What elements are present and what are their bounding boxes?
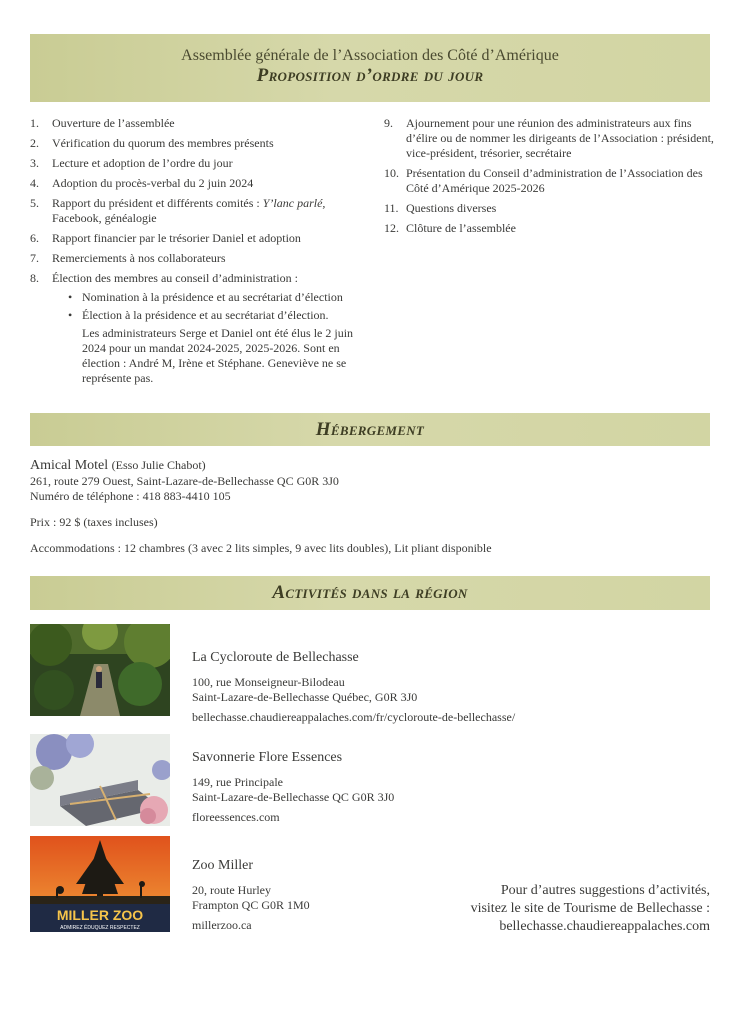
agenda-number: 11. — [384, 201, 399, 215]
motel-note: (Esso Julie Chabot) — [111, 458, 206, 472]
election-note: Les administrateurs Serge et Daniel ont été élus le 2 juin 2024 pour un mandat 2024-2025, 2025-2026. Sont en élection : André M, Irène et Stéphane. Geneviève ne se représente pas. — [82, 326, 354, 385]
savonnerie-photo — [30, 734, 170, 826]
activity-savonnerie — [30, 734, 710, 828]
agenda-text: Présentation du Conseil d’administration de l’Association des Côté d’Amérique 2025-2026 — [406, 166, 703, 195]
agenda-item — [30, 271, 360, 386]
agenda-number: 10. — [384, 166, 399, 180]
election-subitems — [52, 290, 360, 323]
agenda-text: Ouverture de l’assemblée — [52, 116, 175, 130]
election-subitem — [68, 308, 360, 323]
organization-title: Assemblée générale de l’Association des Côté d’Amérique — [181, 47, 559, 64]
election-subitem — [68, 290, 360, 305]
activity-name: Zoo Miller — [192, 858, 254, 873]
agenda-item — [384, 166, 714, 196]
motel-accommodations: Accommodations : 12 chambres (3 avec 2 lits simples, 9 avec lits doubles), Lit pliant disponible — [30, 541, 492, 555]
activity-address1: 20, route Hurley — [192, 883, 271, 897]
bullet-icon: • — [68, 308, 73, 322]
agenda-item — [384, 221, 714, 236]
miller-zoo-logo — [30, 836, 170, 932]
agenda-number: 3. — [30, 156, 39, 170]
motel-price: Prix : 92 $ (taxes incluses) — [30, 515, 158, 529]
more-line2: visitez le site de Tourisme de Bellechasse : — [470, 901, 710, 916]
agenda-text: Vérification du quorum des membres présents — [52, 136, 274, 150]
agenda-item — [30, 196, 360, 226]
agenda-text: Facebook, généalogie — [52, 211, 157, 225]
agenda-italic-text: Y’lanc parlé, — [262, 196, 326, 210]
agenda-item — [30, 156, 360, 171]
agenda-text: Lecture et adoption de l’ordre du jour — [52, 156, 233, 170]
activity-info — [192, 650, 515, 725]
activity-website[interactable]: millerzoo.ca — [192, 918, 252, 932]
activities-banner — [30, 576, 710, 610]
agenda-item — [30, 231, 360, 246]
agenda-item — [30, 176, 360, 191]
motel-name: Amical Motel — [30, 458, 109, 473]
activity-address2: Saint-Lazare-de-Bellechasse QC G0R 3J0 — [192, 790, 395, 804]
activity-name: La Cycloroute de Bellechasse — [192, 650, 359, 665]
more-suggestions — [471, 882, 710, 936]
activity-address2: Saint-Lazare-de-Bellechasse Québec, G0R 3J0 — [192, 690, 418, 704]
agenda-number: 5. — [30, 196, 39, 210]
zoo-logo-tagline: ADMIREZ ÉDUQUEZ RESPECTEZ — [60, 925, 140, 931]
agenda-number: 1. — [30, 116, 39, 130]
activity-name: Savonnerie Flore Essences — [192, 750, 343, 765]
agenda-number: 12. — [384, 221, 399, 235]
agenda-text: Questions diverses — [406, 201, 497, 215]
tourism-website[interactable]: bellechasse.chaudiereappalaches.com — [499, 919, 710, 934]
agenda-number: 2. — [30, 136, 39, 150]
agenda-number: 4. — [30, 176, 39, 190]
agenda-number: 9. — [384, 116, 393, 130]
activity-info — [192, 858, 310, 933]
activity-address2: Frampton QC G0R 1M0 — [192, 898, 310, 912]
agenda-item — [30, 251, 360, 266]
agenda-item — [384, 116, 714, 161]
agenda-text: Remerciements à nos collaborateurs — [52, 251, 226, 265]
motel-name-line — [30, 458, 710, 474]
subitem-text: Nomination à la présidence et au secrétariat d’élection — [82, 290, 343, 304]
lodging-section — [30, 458, 710, 556]
activity-address1: 100, rue Monseigneur-Bilodeau — [192, 675, 345, 689]
agenda-number: 8. — [30, 271, 39, 285]
agenda-item — [30, 136, 360, 151]
motel-address: 261, route 279 Ouest, Saint-Lazare-de-Bellechasse QC G0R 3J0 — [30, 474, 339, 488]
header-banner — [30, 34, 710, 102]
agenda-text: Ajournement pour une réunion des administrateurs aux fins d’élire ou de nommer les dirigeants de l’Association : président, vice-président, trésorier, secrétaire — [406, 116, 714, 160]
zoo-logo-text: MILLER ZOO — [56, 907, 144, 923]
activity-address1: 149, rue Principale — [192, 775, 283, 789]
subitem-text: Élection à la présidence et au secrétariat d’élection. — [82, 308, 329, 322]
agenda-number: 7. — [30, 251, 39, 265]
agenda-list-right — [384, 116, 714, 241]
cycloroute-photo — [30, 624, 170, 716]
lodging-heading: Hébergement — [315, 419, 425, 440]
lodging-banner — [30, 413, 710, 446]
activity-cycloroute — [30, 624, 710, 724]
more-line1: Pour d’autres suggestions d’activités, — [500, 883, 710, 898]
agenda-text: Rapport financier par le trésorier Daniel et adoption — [52, 231, 301, 245]
agenda-item — [384, 201, 714, 216]
activities-heading: Activités dans la région — [272, 582, 468, 603]
agenda-text: Élection des membres au conseil d’administration : — [52, 271, 298, 285]
activity-website[interactable]: floreessences.com — [192, 810, 280, 824]
agenda-item — [30, 116, 360, 131]
agenda-list-left — [30, 116, 360, 391]
activity-website[interactable]: bellechasse.chaudiereappalaches.com/fr/cycloroute-de-bellechasse/ — [192, 710, 516, 724]
page-title: Proposition d’ordre du jour — [256, 65, 484, 86]
motel-phone: Numéro de téléphone : 418 883-4410 105 — [30, 489, 231, 503]
agenda-number: 6. — [30, 231, 39, 245]
activity-info — [192, 750, 394, 825]
agenda-text: Adoption du procès-verbal du 2 juin 2024 — [52, 176, 254, 190]
bullet-icon: • — [68, 290, 73, 304]
agenda-text: Clôture de l’assemblée — [406, 221, 516, 235]
agenda-text: Rapport du président et différents comités : — [52, 196, 260, 210]
